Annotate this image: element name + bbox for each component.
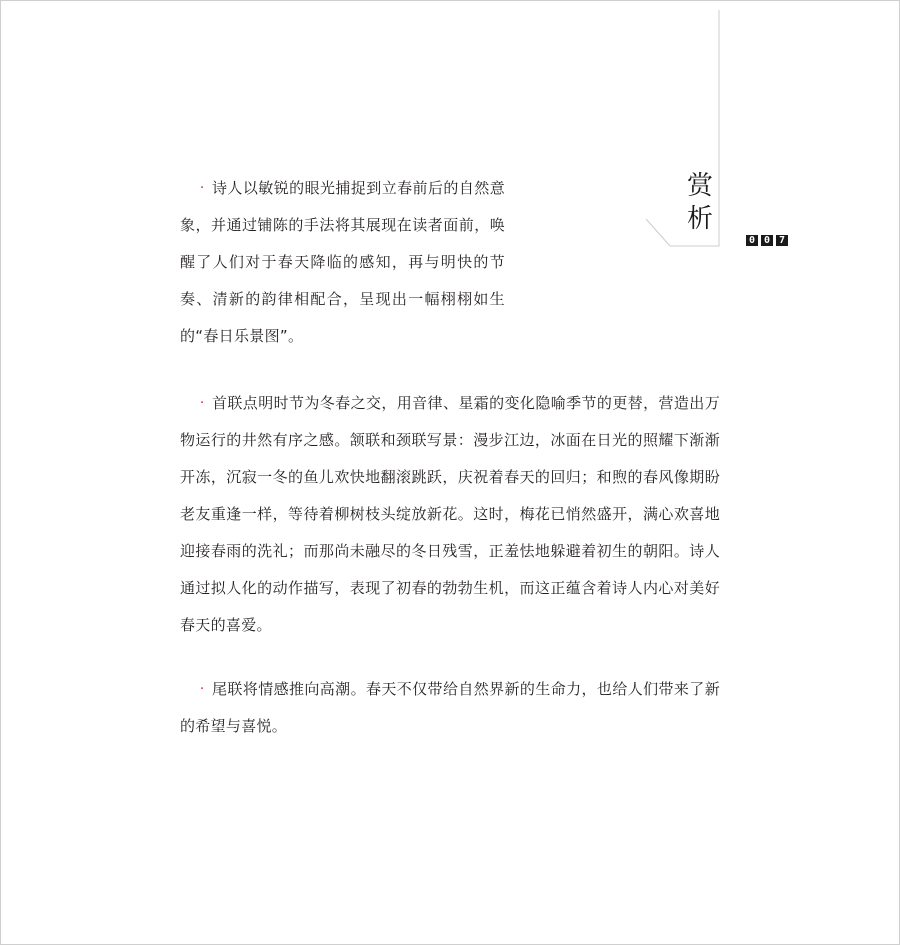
paragraph-1 (180, 170, 505, 355)
bullet-dot-icon: · (200, 682, 205, 697)
page-number-digit: 7 (776, 235, 788, 246)
section-title-char-2: 析 (686, 204, 713, 234)
paragraph-2 (180, 385, 720, 644)
page-number-digit: 0 (746, 235, 758, 246)
section-title-char-1: 赏 (686, 171, 713, 201)
page-number-digit: 0 (761, 235, 773, 246)
paragraph-3 (180, 671, 720, 745)
bullet-dot-icon: · (200, 181, 205, 196)
paragraph-2-text: 首联点明时节为冬春之交，用音律、星霜的变化隐喻季节的更替，营造出万物运行的井然有序之感。颔联和颈联写景：漫步江边，冰面在日光的照耀下渐渐开冻，沉寂一冬的鱼儿欢快地翻滚跳跃，庆祝着春天的回归；和煦的春风像期盼老友重逢一样，等待着柳树枝头绽放新花。这时，梅花已悄然盛开，满心欢喜地迎接春雨的洗礼；而那尚未融尽的冬日残雪，正羞怯地躲避着初生的朝阳。诗人通过拟人化的动作描写，表现了初春的勃勃生机，而这正蕴含着诗人内心对美好春天的喜爱。 (180, 394, 720, 634)
section-title (684, 170, 716, 236)
bullet-dot-icon: · (200, 396, 205, 411)
paragraph-1-text: 诗人以敏锐的眼光捕捉到立春前后的自然意象，并通过铺陈的手法将其展现在读者面前，唤醒了人们对于春天降临的感知，再与明快的节奏、清新的韵律相配合，呈现出一幅栩栩如生的“春日乐景图”。 (180, 179, 505, 345)
page-number (746, 235, 788, 246)
paragraph-3-text: 尾联将情感推向高潮。春天不仅带给自然界新的生命力，也给人们带来了新的希望与喜悦。 (180, 680, 720, 735)
